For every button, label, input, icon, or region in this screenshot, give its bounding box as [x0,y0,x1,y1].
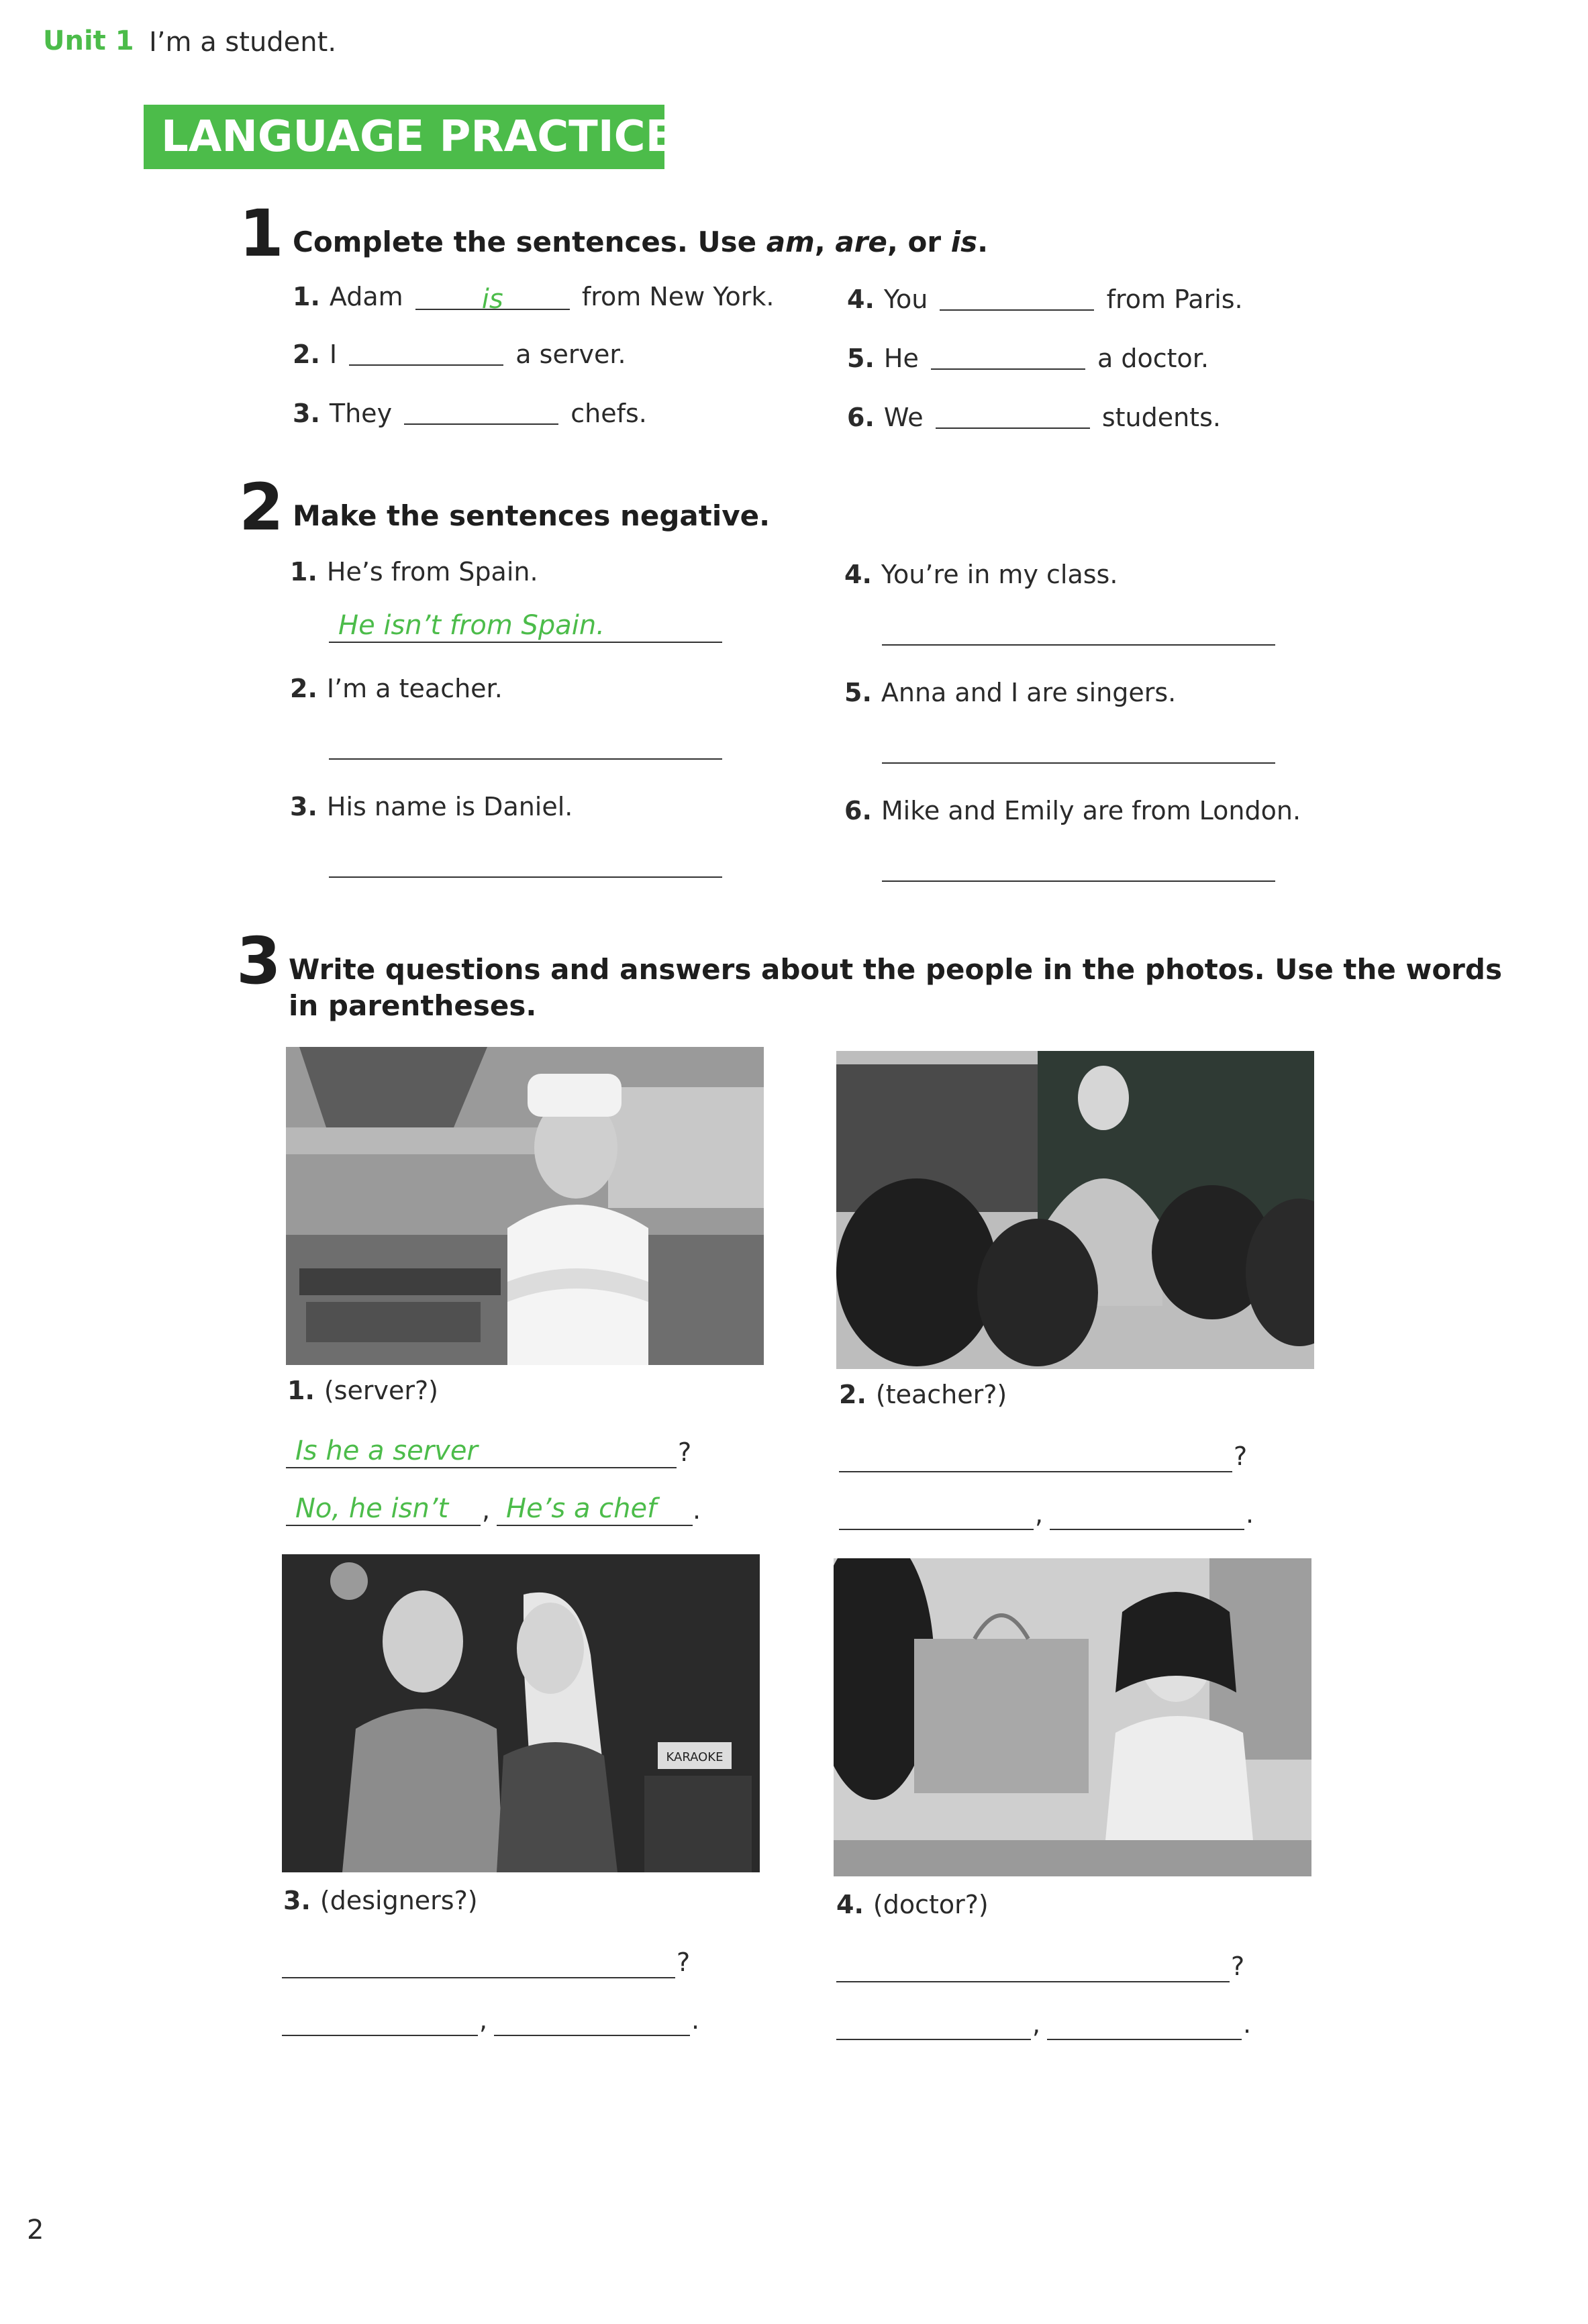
ex1-item: 1. Adam is from New York. [293,282,775,315]
ex1-blank[interactable] [349,338,503,366]
ex1-item: 2. I a server. [293,337,626,372]
ex3-answer: No, he isn’t [295,1493,449,1524]
ex3-answer-line[interactable] [1047,2005,1242,2040]
ex3-cue: 4. (doctor?) [836,1890,989,1919]
ex1-item: 4. You from Paris. [847,282,1243,317]
unit-title: I’m a student. [149,27,337,58]
ex3-answer-line[interactable] [1050,1495,1244,1530]
period: . [693,1495,701,1525]
section-banner: LANGUAGE PRACTICE [144,105,664,169]
ex3-question: Is he a server [295,1435,478,1466]
exercise-3-instruction-cont: in parentheses. [289,989,537,1022]
ex2-item: 3. His name is Daniel. [290,792,573,821]
ex3-question-line[interactable] [286,1433,677,1468]
ex3-question-line[interactable] [282,1943,675,1978]
ex3-cue: 1. (server?) [287,1376,438,1405]
question-mark: ? [1231,1952,1245,1981]
ex1-item: 3. They chefs. [293,396,647,431]
ex3-answer-line[interactable] [494,2001,690,2036]
question-mark: ? [1234,1442,1248,1471]
ex3-answer-line[interactable] [497,1491,693,1526]
ex3-question-line[interactable] [839,1437,1232,1472]
ex3-cue: 3. (designers?) [283,1886,478,1915]
comma: , [482,1495,491,1525]
ex1-blank[interactable] [415,282,570,315]
unit-label: Unit 1 [43,26,134,56]
ex2-item: 6. Mike and Emily are from London. [844,796,1301,825]
question-mark: ? [678,1437,692,1467]
karaoke-sign: KARAOKE [666,1750,724,1764]
ex1-item: 5. He a doctor. [847,341,1209,376]
ex3-answer-line[interactable] [836,2005,1031,2040]
comma: , [1032,2009,1041,2039]
exercise-1-instruction: Complete the sentences. Use am, are, or is. [293,225,989,258]
exercise-3-instruction: Write questions and answers about the people in the photos. Use the words [289,953,1502,986]
period: . [1246,1499,1254,1529]
ex1-blank[interactable] [936,401,1090,429]
ex3-answer-line[interactable] [286,1491,481,1526]
exercise-3-number: 3 [236,923,281,999]
ex2-item: 1. He’s from Spain. [290,557,538,587]
exercise-1-number: 1 [239,196,284,271]
ex2-answer-line[interactable] [882,847,1275,882]
photo-karaoke [282,1554,760,1872]
ex1-blank[interactable] [940,283,1094,311]
ex2-answer-line[interactable] [329,725,722,760]
exercise-2-number: 2 [239,470,284,545]
ex3-question-line[interactable] [836,1948,1230,1982]
ex3-cue: 2. (teacher?) [839,1380,1007,1409]
ex3-answer-line[interactable] [282,2001,478,2036]
question-mark: ? [677,1948,691,1977]
ex2-item: 5. Anna and I are singers. [844,678,1177,707]
ex2-answer-line[interactable] [882,611,1275,646]
ex2-answer-line[interactable] [329,608,722,643]
ex1-blank[interactable] [931,342,1085,370]
page-number: 2 [27,2215,44,2245]
photo-teacher [836,1051,1314,1369]
photo-chef [286,1047,764,1365]
ex2-answer-line[interactable] [329,843,722,878]
comma: , [1035,1499,1044,1529]
ex2-answer: He isn’t from Spain. [338,610,605,641]
ex1-answer: is [481,284,503,315]
period: . [691,2005,700,2035]
period: . [1243,2009,1252,2039]
photo-shop [834,1558,1311,1876]
exercise-2-instruction: Make the sentences negative. [293,499,771,532]
ex1-item: 6. We students. [847,400,1221,435]
ex2-item: 2. I’m a teacher. [290,674,503,703]
comma: , [479,2005,488,2035]
ex2-answer-line[interactable] [882,729,1275,764]
ex2-item: 4. You’re in my class. [844,560,1118,589]
ex1-blank[interactable] [404,397,558,425]
ex3-answer: He’s a chef [506,1493,657,1524]
ex3-answer-line[interactable] [839,1495,1034,1530]
